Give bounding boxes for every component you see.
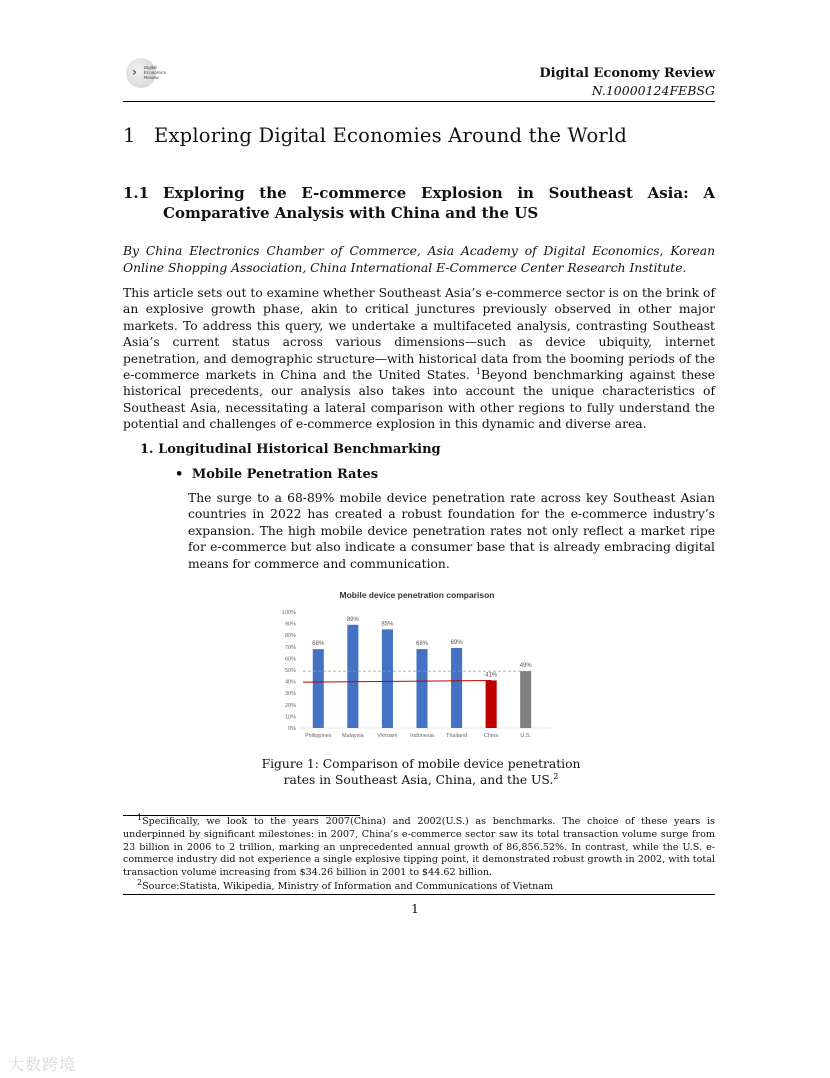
subsection-number: 1.1	[123, 184, 150, 202]
figure-caption-text: Figure 1: Comparison of mobile device penetration rates in Southeast Asia, China, and the US.	[261, 757, 581, 788]
bar-value-label: 49%	[519, 663, 532, 670]
header-rule	[123, 101, 715, 102]
journal-title: Digital Economy Review	[539, 66, 715, 81]
y-tick-label: 90%	[284, 621, 296, 628]
subsection-title: Exploring the E-commerce Explosion in Southeast Asia: A Comparative Analysis with China and the US	[163, 184, 715, 222]
bar-value-label: 85%	[381, 621, 394, 628]
bullet-label: Mobile Penetration Rates	[191, 467, 379, 482]
x-tick-label: China	[483, 733, 499, 739]
bar-value-label: 68%	[312, 641, 325, 648]
footnote-2	[123, 877, 715, 894]
journal-logo	[124, 56, 168, 90]
section-number: 1	[123, 124, 136, 147]
section-heading	[123, 124, 627, 147]
x-tick-label: Vietnam	[377, 733, 398, 739]
bar-us	[520, 671, 531, 728]
y-tick-label: 70%	[284, 644, 296, 651]
chevron-right-icon: ›	[132, 65, 137, 79]
bar-value-label: 69%	[450, 639, 463, 646]
intro-text-part2: Beyond benchmarking against these historical precedents, our analysis also takes into account the unique characteristics of Southeast Asia, necessitating a lateral comparison with other regions to fully understand the potential and challenges of e-commerce explosion in this dynamic and diverse area.	[123, 368, 715, 432]
x-tick-label: U.S.	[520, 733, 532, 739]
footnote-1	[123, 812, 715, 880]
bar-value-label: 89%	[346, 616, 359, 623]
x-tick-label: Indonesia	[410, 733, 434, 739]
page-bottom-rule	[123, 894, 715, 895]
footnote-text: Source:Statista, Wikipedia, Ministry of Information and Communications of Vietnam	[142, 881, 554, 892]
watermark: 大数跨境	[8, 1055, 77, 1074]
section-title: Exploring Digital Economies Around the World	[154, 124, 628, 147]
y-tick-label: 50%	[284, 668, 296, 674]
figure-caption	[256, 756, 586, 789]
intro-text-part1: This article sets out to examine whether Southeast Asia’s e-commerce sector is on the brink of an explosive growth phase, akin to critical junctures previously observed in other major markets. To address this query, we undertake a multifaceted analysis, contrasting Southeast Asia’s current status across various dimensions—such as device ubiquity, internet penetration, and demographic structure—with historical data from the booming periods of the e-commerce markets in China and the United States.	[123, 286, 715, 383]
x-tick-label: Malaysia	[342, 733, 364, 739]
bar-china	[486, 680, 497, 728]
footnote-mark: 2	[137, 877, 143, 887]
bullet-paragraph: The surge to a 68-89% mobile device penetration rate across key Southeast Asian countries in 2022 has created a robust foundation for the e-commerce industry’s expansion. The high mobile device penetration rates not only reflect a market ripe for e-commerce but also indicate a consumer base that is already embracing digital means for commerce and communication.	[188, 491, 715, 571]
x-tick-label: Philippines	[304, 733, 332, 739]
bar-thailand	[451, 648, 462, 728]
reference-line-china	[303, 680, 491, 682]
chart-title: Mobile device penetration comparison	[339, 590, 495, 600]
footnote-mark: 1	[137, 812, 143, 822]
footnote-ref[interactable]: 1	[475, 366, 481, 376]
journal-id: N.10000124FEBSG	[591, 83, 715, 98]
penetration-chart	[270, 585, 570, 750]
bar-value-label: 68%	[415, 641, 429, 648]
x-tick-label: Thailand	[446, 733, 468, 739]
bar-indonesia	[416, 649, 427, 728]
y-tick-label: 100%	[281, 610, 296, 616]
y-tick-label: 20%	[284, 702, 296, 709]
byline: By China Electronics Chamber of Commerce, Asia Academy of Digital Economics, Korean Online Shopping Association, China International E-Commerce Center Research Institute.	[123, 244, 715, 275]
y-tick-label: 30%	[284, 691, 296, 698]
y-tick-label: 60%	[284, 656, 296, 663]
y-tick-label: 0%	[288, 726, 296, 732]
logo-text: Digital Economics Review	[144, 65, 167, 81]
bar-philippines	[313, 649, 324, 728]
footnote-text: Specifically, we look to the years 2007(China) and 2002(U.S.) as benchmarks. The choice of these years is underpinned by significant milestones: in 2007, China’s e-commerce sector saw its total transaction volume surge from 23 billion in 2006 to 2 trillion, marking an unprecedented annual growth of 86,856.52%. In contrast, while the U.S. e-commerce industry did not experience a single explosive tipping point, it demonstrated robust growth in 2002, with total transaction volume increasing from $34.26 billion in 2001 to $44.62 billion.	[123, 816, 715, 879]
page-number: 1	[411, 901, 419, 916]
list-item-label: Longitudinal Historical Benchmarking	[158, 442, 441, 457]
subsection-heading	[123, 183, 715, 223]
intro-paragraph	[123, 285, 715, 433]
bar-malaysia	[347, 625, 358, 728]
footnote-ref[interactable]: 2	[553, 772, 559, 782]
bullet-item	[175, 467, 378, 482]
list-item	[140, 442, 441, 457]
list-item-number: 1.	[140, 442, 154, 457]
y-tick-label: 80%	[284, 633, 296, 640]
bar-vietnam	[382, 629, 393, 728]
y-tick-label: 10%	[284, 714, 296, 721]
bullet-icon: •	[175, 467, 184, 482]
y-tick-label: 40%	[284, 679, 296, 686]
bar-value-label: 41%	[485, 672, 498, 679]
